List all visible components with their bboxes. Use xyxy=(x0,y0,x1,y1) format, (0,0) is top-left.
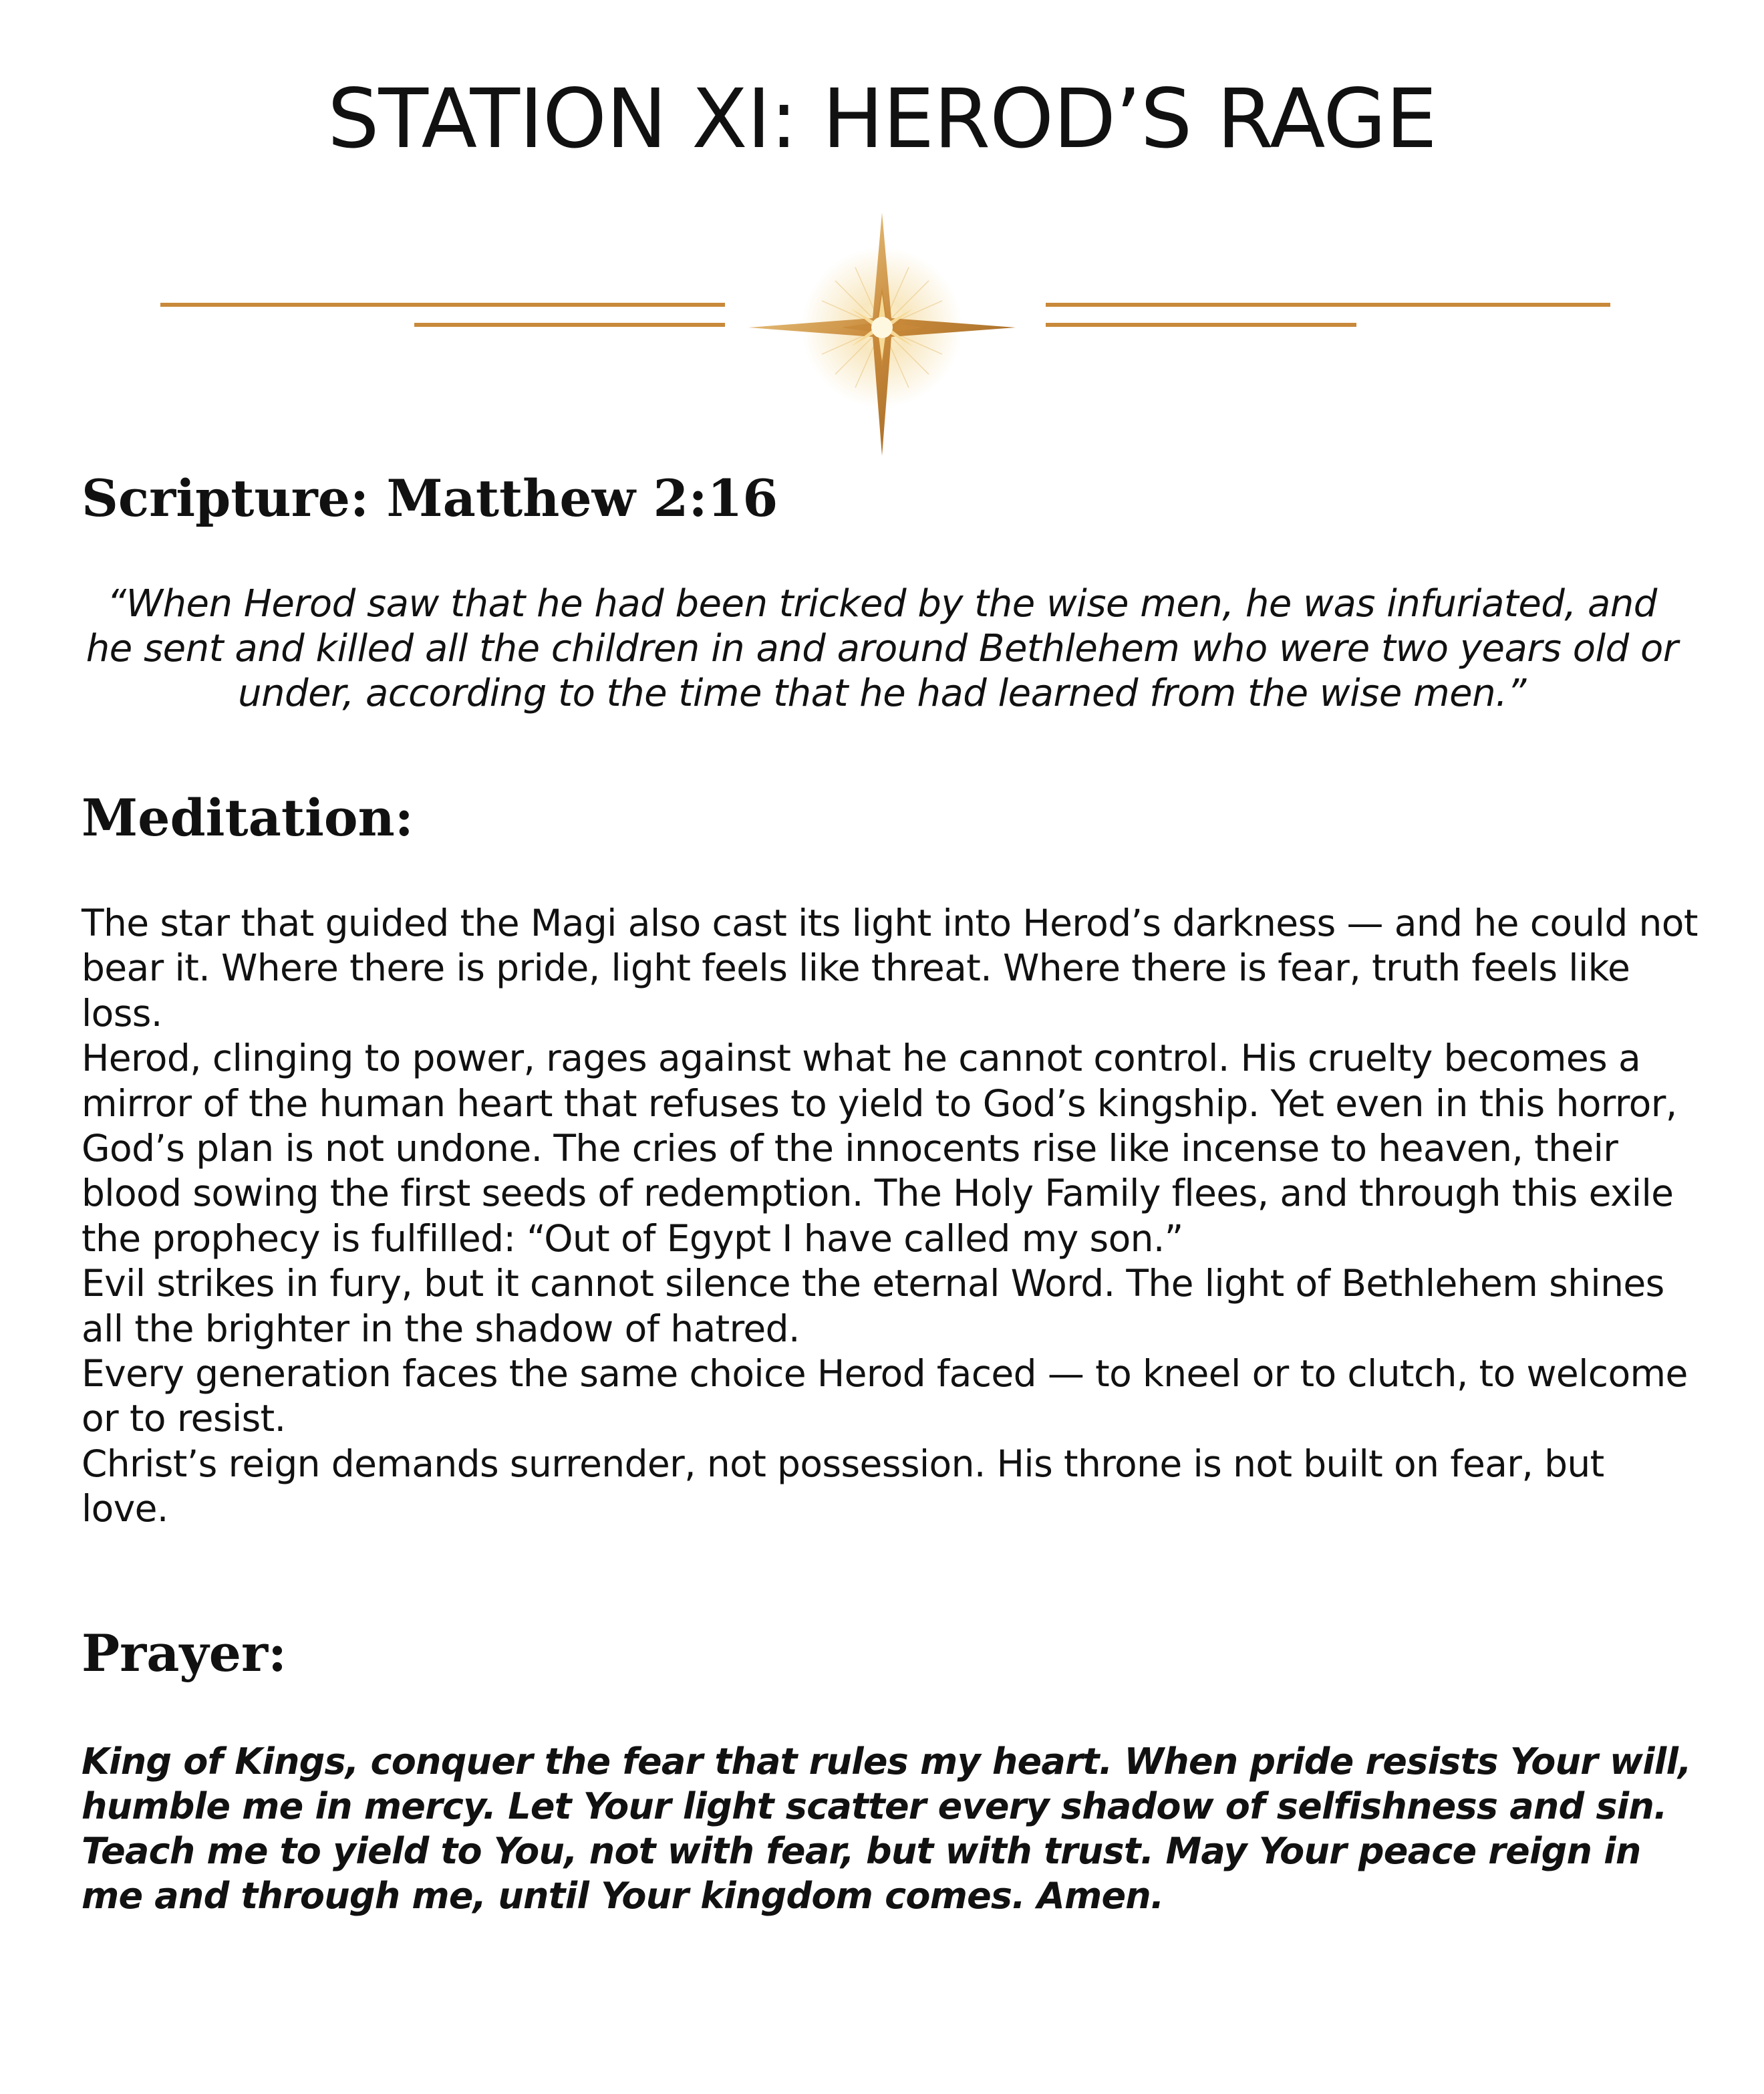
meditation-paragraph: The star that guided the Magi also cast its light into Herod’s darkness — and he could not bear it. Where there is pride, light feels like threat. Where there is fear, truth feels like loss. xyxy=(82,902,1698,1035)
meditation-paragraph: Every generation faces the same choice Herod faced — to kneel or to clutch, to welcome or to resist. xyxy=(82,1352,1688,1440)
meditation-body xyxy=(82,901,1699,1532)
divider-line-left-lower xyxy=(414,323,725,327)
meditation-heading: Meditation: xyxy=(82,788,414,847)
page-title: STATION XI: HEROD’S RAGE xyxy=(327,72,1437,166)
meditation-paragraph: Evil strikes in fury, but it cannot silence the eternal Word. The light of Bethlehem shines all the brighter in the shadow of hatred. xyxy=(82,1262,1664,1350)
meditation-paragraph: Christ’s reign demands surrender, not possession. His throne is not built on fear, but love. xyxy=(82,1442,1604,1531)
divider-line-left-upper xyxy=(160,303,725,307)
divider-line-right-upper xyxy=(1046,303,1610,307)
star-icon xyxy=(748,213,1016,456)
scripture-heading: Scripture: Matthew 2:16 xyxy=(82,469,778,528)
divider-line-right-lower xyxy=(1046,323,1356,327)
prayer-heading: Prayer: xyxy=(82,1623,287,1683)
scripture-quote: “When Herod saw that he had been tricked by the wise men, he was infuriated, and he sent and killed all the children in and around Bethlehem who were two years old or under, according to the time that he had learned from the wise men.” xyxy=(86,582,1678,715)
meditation-paragraph: Herod, clinging to power, rages against what he cannot control. His cruelty becomes a mirror of the human heart that refuses to yield to God’s kingship. Yet even in this horror, God’s plan is not undone. The cries of the innocents rise like incense to heaven, their blood sowing the first seeds of redemption. The Holy Family flees, and through this exile the prophecy is fulfilled: “Out of Egypt I have called my son.” xyxy=(82,1037,1677,1260)
star-divider xyxy=(0,207,1764,461)
prayer-text: King of Kings, conquer the fear that rules my heart. When pride resists Your will, humble me in mercy. Let Your light scatter every shadow of selfishness and sin. Teach me to yield to You, not with fear, but with trust. May Your peace reign in me and through me, until Your kingdom comes. Amen. xyxy=(82,1740,1691,1917)
